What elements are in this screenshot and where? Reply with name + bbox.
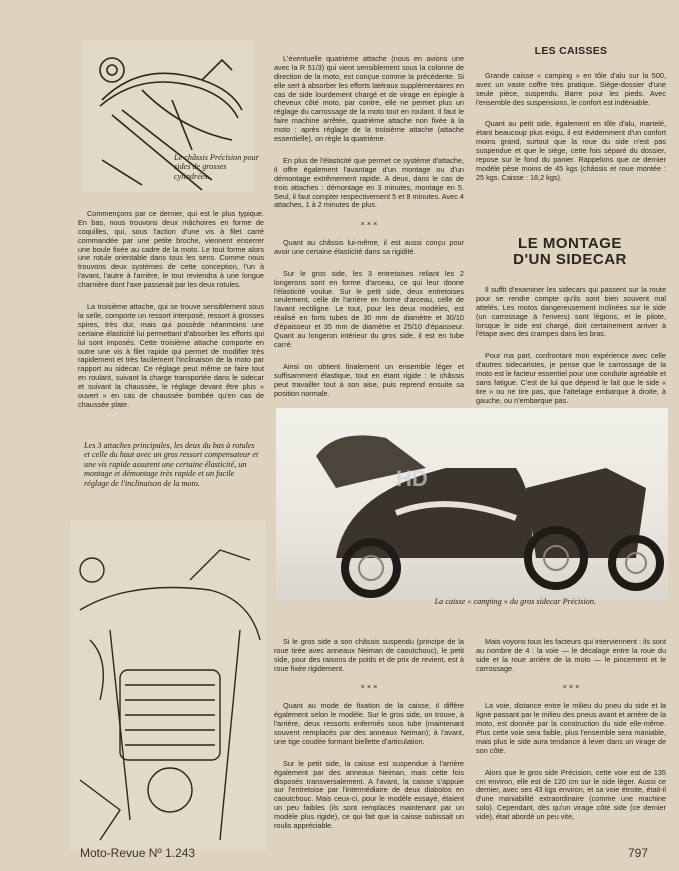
- engine-attachment-illustration: [70, 520, 266, 850]
- paragraph: Mais voyons tous les facteurs qui interviennent : ils sont au nombre de 4 : la voie — le décalage entre la roue du side et la roue arrière de la moto — le pincement et le carrossage.: [476, 636, 666, 673]
- paragraph: Grande caisse « camping » en tôle d'alu sur la 500, avec un vaste coffre très pratique. Siège-dossier d'une seule pièce, suspendu. Barre pour les pieds. Avec l'ensemble des suspensions, le confort est indéniable.: [476, 70, 666, 107]
- paragraph: Pour ma part, confrontant mon expérience avec celle d'autres sidecaristes, je pense que le carrossage de la moto est le facteur essentiel pour une conduite agréable et sans fatigue. C'est de lui que dépend le fait que le side « tire » ou ne tire pas, que l'attelage embarque à droite, à gauche, ou n'embarque pas.: [476, 351, 666, 405]
- caption-attaches: Les 3 attaches principales, les deux du bas à rotules et celle du haut avec un gros ressort compensateur et une vis rapide assurent une certaine élasticité, un montage et démontage très rapide et un facile réglage de l'inclinaison de la moto.: [84, 441, 259, 488]
- column-3-text: [476, 63, 666, 196]
- paragraph: Ainsi on obtient finalement un ensemble léger et suffisamment élastique, tout en étant rigide : le châssis peut travailler tout à son aise, puis reprend ensuite sa position normale.: [274, 361, 464, 398]
- paragraph: Alors que le gros side Précision, cette voie est de 135 cm environ, elle est de 120 cm sur le side léger. Aussi ce dernier, avec ses 43 kgs environ, et sa voie étroite, était-il d'une maniabilité extraordinaire (comme une machine solo). Cependant, dès qu'un virage côté side (ce dernier vide), était abordé un peu vite,: [476, 767, 666, 822]
- paragraph: Quant au mode de fixation de la caisse, il diffère également selon le modèle. Sur le gros side, on trouve, à l'arrière, deux ressorts enfermés sous tube (maintenant souvent remplacés par des anneaux Neiman); à l'avant, une tige coudée formant biellette d'articulation.: [274, 701, 464, 746]
- heading-montage: LE MONTAGE D'UN SIDECAR: [513, 235, 627, 268]
- separator: × × ×: [360, 219, 378, 229]
- column-2-text-lower: [274, 629, 464, 844]
- separator: × × ×: [562, 682, 580, 692]
- column-3-text-b: [476, 277, 666, 419]
- column-3-text-lower: [476, 629, 666, 835]
- separator: × × ×: [360, 682, 378, 692]
- paragraph: Sur le petit side, la caisse est suspendue à l'arrière également par des anneaux Neiman, mais cette fois disposés transversalement. A l'avant, la caisse s'appuie sur l'entretoise par l'intermédiaire de deux diabolos en caoutchouc. Mais ceux-ci, pour le modèle essayé, étaient un peu faibles (ils sont remplacés maintenant par un modèle plus rigide), ce qui fait que la caisse subissait un roulis appréciable.: [274, 758, 464, 831]
- sidecar-photo: [276, 408, 668, 602]
- paragraph: Quant au petit side, également en tôle d'alu, martelé, étant beaucoup plus exigu, il est évidemment d'un confort moins grand, surtout que la roue du side n'est pas suspendue et que le siège, cette fois séparé du dossier, repose sur le fond du panier. Rappelons que ce dernier modèle pèse moins de 45 kgs (châssis et roue montée : 25 kgs. Caisse : 18,2 kgs).: [476, 119, 666, 182]
- caption-photo: La caisse « camping » du gros sidecar Précision.: [434, 597, 596, 606]
- paragraph: La troisième attache, qui se trouve sensiblement sous la selle, comporte un ressort interposé, ressort à grosses spires, très dur, mais qui possède néanmoins une certaine élasticité lui permettant d'absorber les efforts qui lui sont imposés. Cette troisième attache comporte en outre une vis à filet rapide qui permet de modifier très rapidement et très facilement l'inclinaison de la moto par rapport au sidecar. Ce réglage peut même se faire tout en roulant, suivant la charge transportée dans le sidecar et suivant la chaussée, le réglage devant être plus « ouvert » en cas de chaussée bombée qu'en cas de chaussée plate.: [78, 301, 264, 409]
- footer-publication: Moto-Revue Nº 1.243: [80, 846, 196, 860]
- caption-chassis: Le châssis Précision pour sides de grosses cylindrées.: [174, 153, 259, 181]
- paragraph: Si le gros side a son châssis suspendu (principe de la roue tirée avec anneaux Neiman de caoutchouc), le petit side, pour des raisons de poids et de prix de revient, est à roue fixée rigidement.: [274, 636, 464, 673]
- paragraph: Quant au châssis lui-même, il est aussi conçu pour avoir une certaine élasticité dans sa rigidité.: [274, 238, 464, 256]
- heading-les-caisses: LES CAISSES: [534, 45, 608, 57]
- column-2-text: [274, 46, 464, 411]
- paragraph: Sur le gros side, les 3 entretoises reliant les 2 longerons sont en forme d'arceau, ce qui leur donne l'élasticité voulue. Sur le petit side, deux entretoises seulement, celle de l'arrière en forme d'arceau, celle de l'avant rectiligne. Le tout, pour les deux modèles, est réalisé en forts tubes de 30 mm de diamètre et 30/10 d'épaisseur et 35 mm de diamètre et 25/10 d'épaisseur. Quant au longeron intérieur du gros side, il est en tube carré.: [274, 268, 464, 349]
- paragraph: L'éventuelle quatrième attache (nous en avions une avec la R 51/3) qui vient sensiblement sous la colonne de direction de la moto, est conçue comme la précédente. Si elle sert à absorber les efforts latéraux supplémentaires en cas de side lourdement chargé et de virage en épingle à cheveux côté moto, par contre, elle ne permet plus un réglage du carrossage de la moto tout en roulant. Il faut le faire machine arrêtée, quatrième attache non fixée à la moto : après réglage de la troisième attache (attache essentielle), on règle la quatrième.: [274, 53, 464, 144]
- paragraph: En plus de l'élasticité que permet ce système d'attache, il offre également l'avantage d'un montage ou d'un démontage extrêmement rapide. A deux, dans le cas de trois attaches : démontage en 3 minutes, montage en 5. Seul, il faut compter respectivement 5 et 8 minutes. Avec 4 attaches, 1 à 2 minutes de plus.: [274, 155, 464, 210]
- column-1-text: [78, 201, 264, 423]
- paragraph: Il suffit d'examiner les sidecars qui passent sur la route pour se rendre compte qu'ils sont bien souvent mal attelés. Les motos dangereusement inclinées sur le side (un carrossage à l'envers) sont légions, et le pilote, lorsque le side est chargé, doit certainement arriver à l'étape avec des crampes dans les bras.: [476, 284, 666, 339]
- page-number: 797: [628, 846, 649, 860]
- watermark-text: HD: [396, 466, 428, 491]
- paragraph: Commençons par ce dernier, qui est le plus typique. En bas, nous trouvons deux mâchoires en forme de coquilles, qui, sous l'action d'une vis à filet carré commandée par une petite broche, viennent enserrer une boule fixée au cadre de la moto. Le tout forme alors une rotule orientable dans tous les sens. Comme nous trouvons deux systèmes de cette conception, l'un à l'avant, l'autre à l'arrière, le tout reviendra à une longue charnière dont l'axe passerait par les deux rotules.: [78, 208, 264, 290]
- paragraph: La voie, distance entre le milieu du pneu du side et la ligne passant par le milieu des pneus avant et arrière de la moto, est donnée par la construction du side elle-même. Plus cette voie sera faible, plus l'ensemble sera maniable, mais plus le side aura tendance à lever dans un virage de son côté.: [476, 701, 666, 755]
